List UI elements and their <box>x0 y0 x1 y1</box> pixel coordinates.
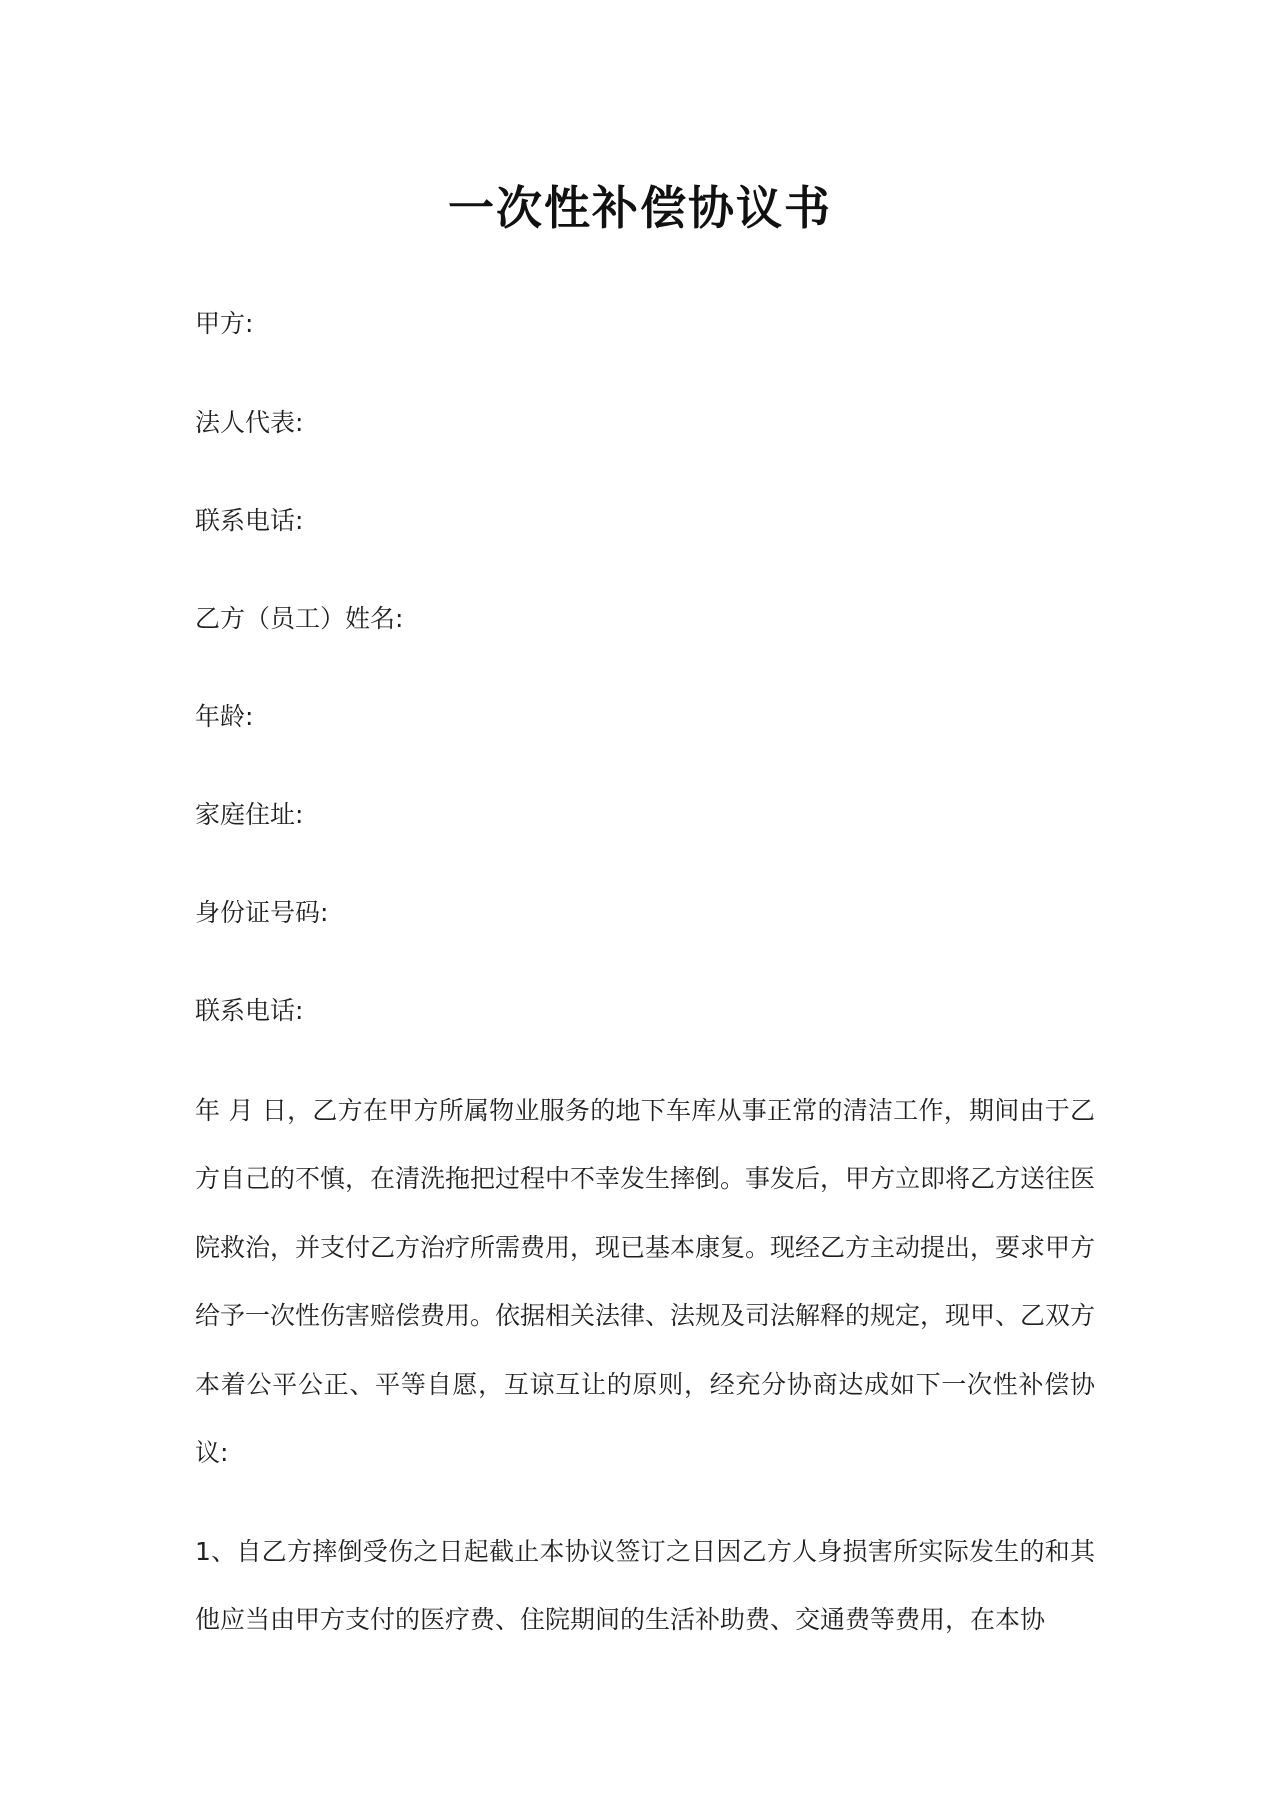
field-party-a-phone: 联系电话: <box>195 506 304 535</box>
field-home-address: 家庭住址: <box>195 800 304 829</box>
field-party-a: 甲方: <box>195 309 254 338</box>
paragraph-clause-1: 1、自乙方摔倒受伤之日起截止本协议签订之日因乙方人身损害所实际发生的和其他应当由甲方支付的医疗费、住院期间的生活补助费、交通费等费用，在本协 <box>195 1537 1095 1635</box>
field-age: 年龄: <box>195 702 254 731</box>
field-legal-representative: 法人代表: <box>195 408 304 437</box>
field-party-b-phone: 联系电话: <box>195 996 304 1025</box>
paragraph-incident: 年 月 日，乙方在甲方所属物业服务的地下车库从事正常的清洁工作，期间由于乙方自己的不慎，在清洗拖把过程中不幸发生摔倒。事发后，甲方立即将乙方送往医院救治，并支付乙方治疗所需费用，现已基本康复。现经乙方主动提出，要求甲方给予一次性伤害赔偿费用。依据相关法律、法规及司法解释的规定，现甲、乙双方本着公平公正、平等自愿，互谅互让的原则，经充分协商达成如下一次性补偿协议: <box>195 1096 1096 1468</box>
document-title: 一次性补偿协议书 <box>448 181 832 235</box>
field-id-number: 身份证号码: <box>195 898 329 927</box>
field-party-b-name: 乙方（员工）姓名: <box>195 604 404 633</box>
